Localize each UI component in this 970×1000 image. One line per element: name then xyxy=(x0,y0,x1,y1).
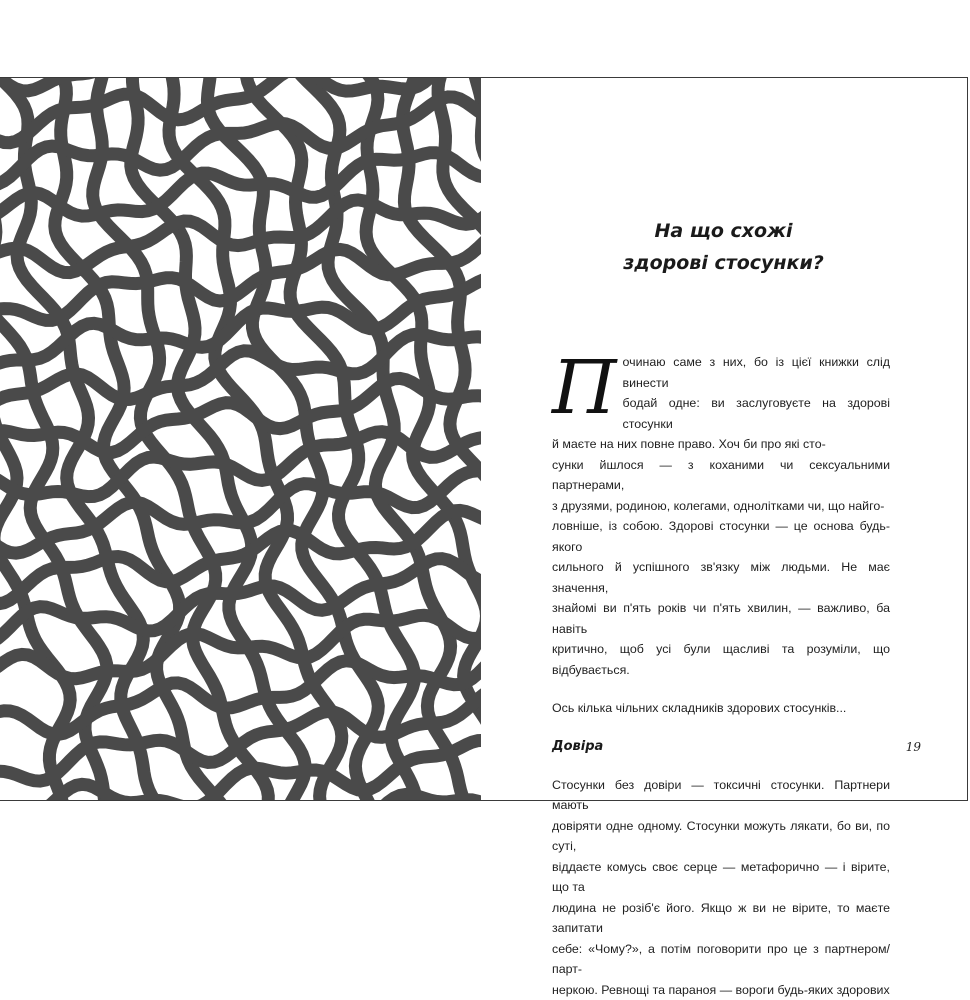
page-number: 19 xyxy=(906,740,921,754)
intro-line: очинаю саме з них, бо із цієї книжки слід винести xyxy=(623,355,890,390)
section-line: Стосунки без довіри — токсичні стосунки. Партнери мають xyxy=(552,778,890,813)
wavy-grid-pattern xyxy=(0,78,481,800)
intro-line: бодай одне: ви заслуговуєте на здорові стосунки xyxy=(623,396,890,431)
intro-paragraph xyxy=(552,352,890,680)
section-line: себе: «Чому?», а потім поговорити про це з партнером/парт- xyxy=(552,942,890,977)
intro-line: й маєте на них повне право. Хоч би про які сто- xyxy=(552,437,826,451)
intro-line: з друзями, родиною, колегами, однолітками чи, що найго- xyxy=(552,499,884,513)
lead-sentence: Ось кілька чільних складників здорових стосунків... xyxy=(552,698,890,719)
chapter-title-line-1: На що схожі xyxy=(581,215,866,247)
text-page xyxy=(481,78,967,800)
book-spread xyxy=(0,77,968,801)
intro-line: сунки йшлося — з коханими чи сексуальними партнерами, xyxy=(552,458,890,493)
section-heading: Довіра xyxy=(552,737,890,757)
pattern-strand-horizontal xyxy=(0,794,481,800)
intro-line: знайомі ви п'ять років чи п'ять хвилин, — важливо, ба навіть xyxy=(552,601,890,636)
section-line: довіряти одне одному. Стосунки можуть лякати, бо ви, по суті, xyxy=(552,819,890,854)
intro-line: ловніше, із собою. Здорові стосунки — це основа будь-якого xyxy=(552,519,890,554)
section-line: людина не розіб'є його. Якщо ж ви не вірите, то маєте запитати xyxy=(552,901,890,936)
section-line: неркою. Ревнощі та параноя — вороги будь-яких здорових xyxy=(552,983,890,997)
body-text xyxy=(552,352,890,1000)
section-paragraph xyxy=(552,775,890,1000)
intro-line: сильного й успішного зв'язку між людьми. Не має значення, xyxy=(552,560,890,595)
intro-line: критично, щоб усі були щасливі та розуміли, що відбувається. xyxy=(552,642,890,677)
decorative-pattern-page xyxy=(0,78,481,800)
section-line: віддаєте комусь своє серце — метафорично — і вірите, що та xyxy=(552,860,890,895)
drop-cap: П xyxy=(552,358,617,418)
chapter-title-line-2: здорові стосунки? xyxy=(581,247,866,279)
chapter-title xyxy=(581,215,866,279)
